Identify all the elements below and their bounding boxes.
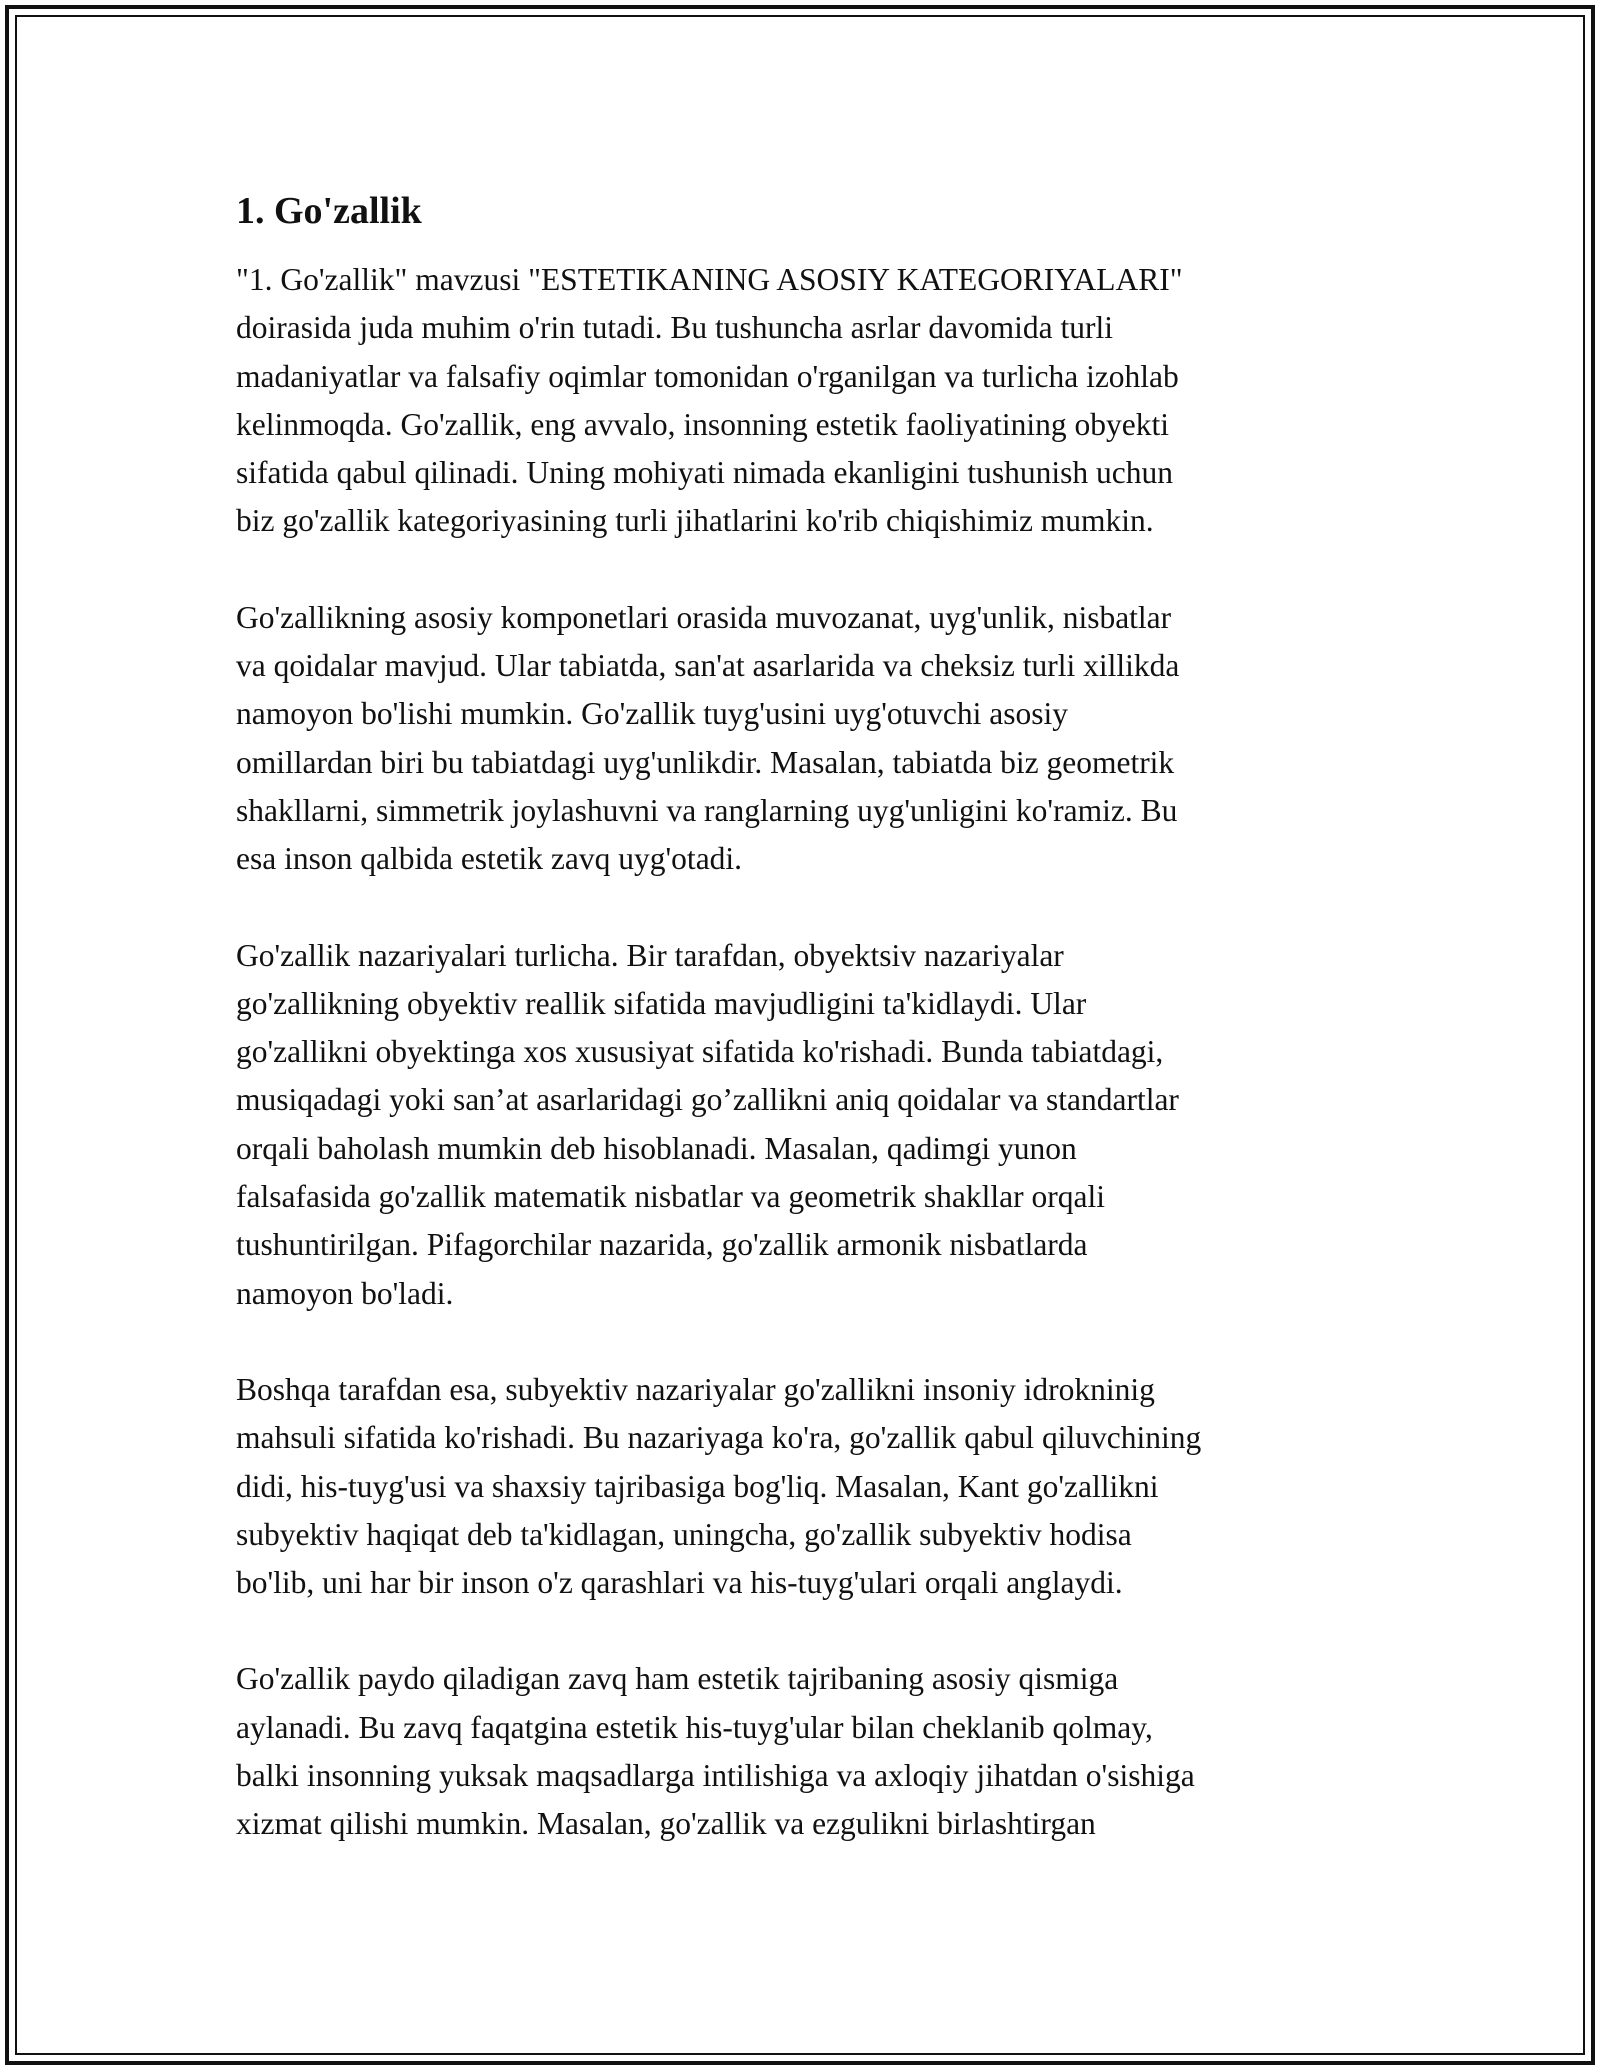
paragraph-2: Go'zallikning asosiy komponetlari orasida muvozanat, uyg'unlik, nisbatlar va qoidalar mavjud. Ular tabiatda, san'at asarlarida va cheksiz turli xillikda namoyon bo'lishi mumkin. Go'zallik tuyg'usini uyg'otuvchi asosiy omillardan biri bu tabiatdagi uyg'unlikdir. Masalan, tabiatda biz geometrik shakllarni, simmetrik joylashuvni va ranglarning uyg'unligini ko'ramiz. Bu esa inson qalbida estetik zavq uyg'otadi. [236,599,1180,877]
paragraph-5: Go'zallik paydo qiladigan zavq ham estetik tajribaning asosiy qismiga aylanadi. Bu zavq faqatgina estetik his-tuyg'ular bilan cheklanib qolmay, balki insonning yuksak maqsadlarga intilishiga va axloqiy jihatdan o'sishiga xizmat qilishi mumkin. Masalan, go'zallik va ezgulikni birlashtirgan [236,1661,1195,1842]
paragraph-3: Go'zallik nazariyalari turlicha. Bir tarafdan, obyektsiv nazariyalar go'zallikning obyektiv reallik sifatida mavjudligini ta'kidlaydi. Ular go'zallikni obyektinga xos xususiyat sifatida ko'rishadi. Bunda tabiatdagi, musiqadagi yoki san’at asarlaridagi go’zallikni aniq qoidalar va standartlar orqali baholash mumkin deb hisoblanadi. Masalan, qadimgi yunon falsafasida go'zallik matematik nisbatlar va geometrik shakllar orqali tushuntirilgan. Pifagorchilar nazarida, go'zallik armonik nisbatlarda namoyon bo'ladi. [236,937,1179,1311]
paragraph-4: Boshqa tarafdan esa, subyektiv nazariyalar go'zallikni insoniy idrokninig mahsuli sifatida ko'rishadi. Bu nazariyaga ko'ra, go'zallik qabul qiluvchining didi, his-tuyg'usi va shaxsiy tajribasiga bog'liq. Masalan, Kant go'zallikni subyektiv haqiqat deb ta'kidlagan, uningcha, go'zallik subyektiv hodisa bo'lib, uni har bir inson o'z qarashlari va his-tuyg'ulari orqali anglaydi. [236,1371,1202,1601]
section-heading: 1. Go'zallik [236,190,422,232]
paragraph-1: "1. Go'zallik" mavzusi "ESTETIKANING ASOSIY KATEGORIYALARI" doirasida juda muhim o'rin tutadi. Bu tushuncha asrlar davomida turli madaniyatlar va falsafiy oqimlar tomonidan o'rganilgan va turlicha izohlab kelinmoqda. Go'zallik, eng avvalo, insonning estetik faoliyatining obyekti sifatida qabul qilinadi. Uning mohiyati nimada ekanligini tushunish uchun biz go'zallik kategoriyasining turli jihatlarini ko'rib chiqishimiz mumkin. [236,262,1183,539]
document-body [236,186,1366,1897]
